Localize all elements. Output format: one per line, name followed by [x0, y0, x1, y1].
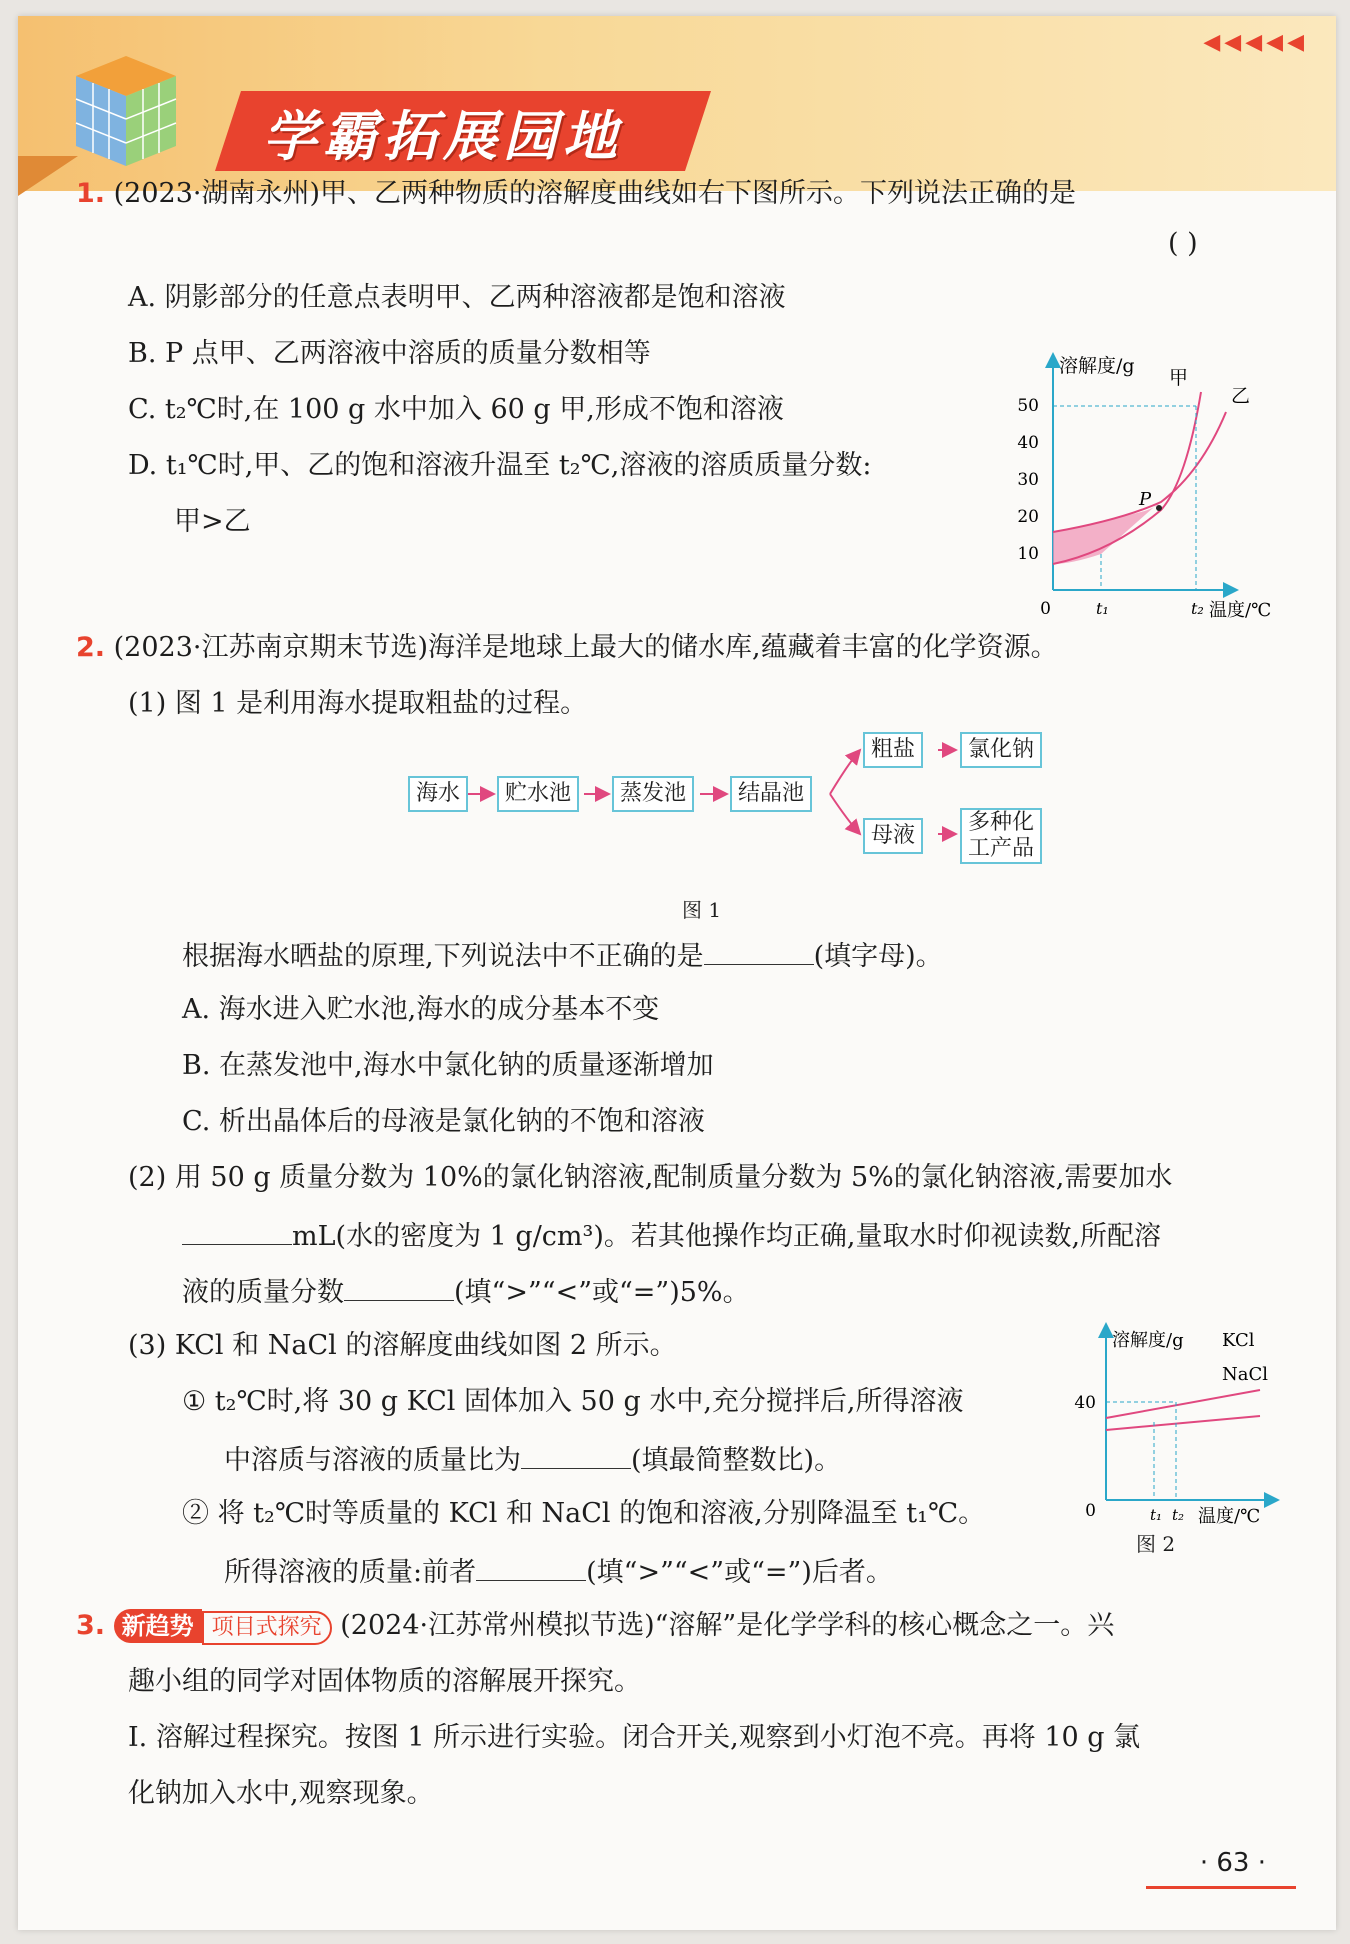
flow-node-evaporation: 蒸发池 [612, 776, 694, 812]
trend-tag: 新趋势 [114, 1609, 202, 1643]
q1-ytick-30: 30 [1017, 470, 1039, 490]
periodic-cube-icon [56, 46, 196, 186]
q2-part3-item2-line2 [224, 1552, 893, 1591]
answer-blank[interactable] [182, 1216, 292, 1245]
q2-part3-item2-head: 所得溶液的质量:前者 [224, 1557, 477, 1588]
answer-blank[interactable] [344, 1272, 454, 1301]
q2-part1-option-c: C. 析出晶体后的母液是氯化钠的不饱和溶液 [182, 1106, 705, 1137]
q2-part1: (1) 图 1 是利用海水提取粗盐的过程。 [128, 688, 588, 719]
q1-answer-paren: ( ) [1168, 228, 1198, 259]
flow-node-nacl: 氯化钠 [960, 732, 1042, 768]
q2-part2-line3 [182, 1272, 750, 1311]
section-title: 学霸拓展园地 [263, 105, 623, 168]
q2-part3-item1-line1: ① t₂℃时,将 30 g KCl 固体加入 50 g 水中,充分搅拌后,所得溶液 [182, 1386, 964, 1417]
q1-stem [76, 176, 1076, 212]
q2-part3-item1-tail: (填最简整数比)。 [631, 1445, 842, 1476]
q2-part2-line3-head: 液的质量分数 [182, 1277, 344, 1308]
q3-part1-line1: Ⅰ. 溶解过程探究。按图 1 所示进行实验。闭合开关,观察到小灯泡不亮。再将 10 g 氯 [128, 1722, 1141, 1753]
q3-number: 3. [76, 1610, 106, 1641]
q2-xlabel: 温度/℃ [1198, 1506, 1261, 1527]
page-number: · 63 · [1199, 1848, 1266, 1878]
q1-ytick-50: 50 [1017, 396, 1039, 416]
q1-option-b: B. P 点甲、乙两溶液中溶质的质量分数相等 [128, 338, 651, 369]
q2-xtick-t1: t₁ [1150, 1506, 1163, 1524]
q2-ytick-40: 40 [1074, 1393, 1096, 1413]
figure2-caption: 图 2 [1136, 1532, 1176, 1556]
q2-line-nacl [1106, 1416, 1260, 1430]
q2-series-kcl: KCl [1222, 1330, 1255, 1351]
answer-blank[interactable] [521, 1440, 631, 1469]
flow-node-crude-salt: 粗盐 [863, 732, 923, 768]
header-banner [18, 16, 1336, 191]
q1-option-d-cont: 甲>乙 [174, 506, 251, 537]
flow-node-crystallization: 结晶池 [730, 776, 812, 812]
q1-number: 1. [76, 178, 106, 209]
flow-node-products: 多种化 工产品 [960, 808, 1042, 864]
q2-series-nacl: NaCl [1222, 1364, 1269, 1385]
q1-option-d: D. t₁℃时,甲、乙的饱和溶液升温至 t₂℃,溶液的溶质质量分数: [128, 450, 872, 481]
q1-ytick-10: 10 [1017, 544, 1039, 564]
q3-stem-line1 [76, 1608, 1114, 1645]
q2-part2-line3-tail: (填“>”“<”或“=”)5%。 [454, 1277, 750, 1308]
q2-part3-item1-line2 [224, 1440, 841, 1479]
q2-ylabel: 溶解度/g [1112, 1330, 1184, 1351]
q3-part1-line2: 化钠加入水中,观察现象。 [128, 1778, 434, 1809]
q1-option-c: C. t₂℃时,在 100 g 水中加入 60 g 甲,形成不饱和溶液 [128, 394, 784, 425]
q2-part1-option-b: B. 在蒸发池中,海水中氯化钠的质量逐渐增加 [182, 1050, 714, 1081]
q2-part3-item2-tail: (填“>”“<”或“=”)后者。 [586, 1557, 893, 1588]
q1-xtick-t2: t₂ [1191, 599, 1204, 618]
q2-xtick-t2: t₂ [1172, 1506, 1185, 1524]
q1-series-jia: 甲 [1169, 367, 1189, 389]
q1-xtick-t1: t₁ [1096, 599, 1109, 618]
q2-part1-question [182, 936, 943, 975]
flow-arrows [398, 716, 958, 876]
q2-line-kcl [1106, 1390, 1260, 1418]
q2-part1-question-tail: (填字母)。 [813, 941, 943, 972]
page-number-underline [1146, 1886, 1296, 1889]
q1-point-p [1156, 505, 1162, 511]
q2-part2-line1: (2) 用 50 g 质量分数为 10%的氯化钠溶液,配制质量分数为 5%的氯化钠溶液,需要加水 [128, 1162, 1173, 1193]
q2-part1-option-a: A. 海水进入贮水池,海水的成分基本不变 [182, 994, 660, 1025]
q2-stem [76, 630, 1058, 666]
flow-node-mother-liquor: 母液 [863, 818, 923, 854]
answer-blank[interactable] [704, 936, 814, 965]
q2-part1-question-text: 根据海水晒盐的原理,下列说法中不正确的是 [182, 941, 704, 972]
q1-origin: 0 [1040, 599, 1051, 619]
q2-part2-line2-text: mL(水的密度为 1 g/cm³)。若其他操作均正确,量取水时仰视读数,所配溶 [292, 1221, 1162, 1252]
figure1-caption: 图 1 [682, 898, 722, 922]
q3-stem-line2: 趣小组的同学对固体物质的溶解展开探究。 [128, 1666, 641, 1697]
decorative-arrows-icon: ◀◀◀◀◀ [1203, 30, 1308, 55]
q2-number: 2. [76, 632, 106, 663]
answer-blank[interactable] [476, 1552, 586, 1581]
project-tag: 项目式探究 [202, 1611, 332, 1645]
q2-origin: 0 [1085, 1501, 1096, 1521]
q1-series-yi: 乙 [1231, 385, 1251, 407]
q1-ytick-20: 20 [1017, 507, 1039, 527]
q2-part2-line2 [182, 1216, 1161, 1255]
q1-ytick-40: 40 [1017, 433, 1039, 453]
q2-part3-item1-head: 中溶质与溶液的质量比为 [224, 1445, 521, 1476]
q2-part3: (3) KCl 和 NaCl 的溶解度曲线如图 2 所示。 [128, 1330, 677, 1361]
q1-xlabel: 温度/℃ [1209, 600, 1272, 621]
q1-solubility-chart [1006, 332, 1286, 622]
page [18, 16, 1336, 1930]
flow-node-reservoir: 贮水池 [497, 776, 579, 812]
q1-point-p-label: P [1139, 489, 1152, 510]
q2-stem-text: (2023·江苏南京期末节选)海洋是地球上最大的储水库,蕴藏着丰富的化学资源。 [113, 632, 1058, 663]
q3-stem-text: (2024·江苏常州模拟节选)“溶解”是化学学科的核心概念之一。兴 [340, 1610, 1115, 1641]
q1-ylabel: 溶解度/g [1059, 355, 1135, 377]
q1-stem-text: (2023·湖南永州)甲、乙两种物质的溶解度曲线如右下图所示。下列说法正确的是 [113, 178, 1077, 209]
q2-part3-item2-line1: ② 将 t₂℃时等质量的 KCl 和 NaCl 的饱和溶液,分别降温至 t₁℃。 [182, 1498, 986, 1529]
q2-solubility-chart [1058, 1316, 1298, 1546]
flow-node-seawater: 海水 [408, 776, 468, 812]
q1-option-a: A. 阴影部分的任意点表明甲、乙两种溶液都是饱和溶液 [128, 282, 786, 313]
